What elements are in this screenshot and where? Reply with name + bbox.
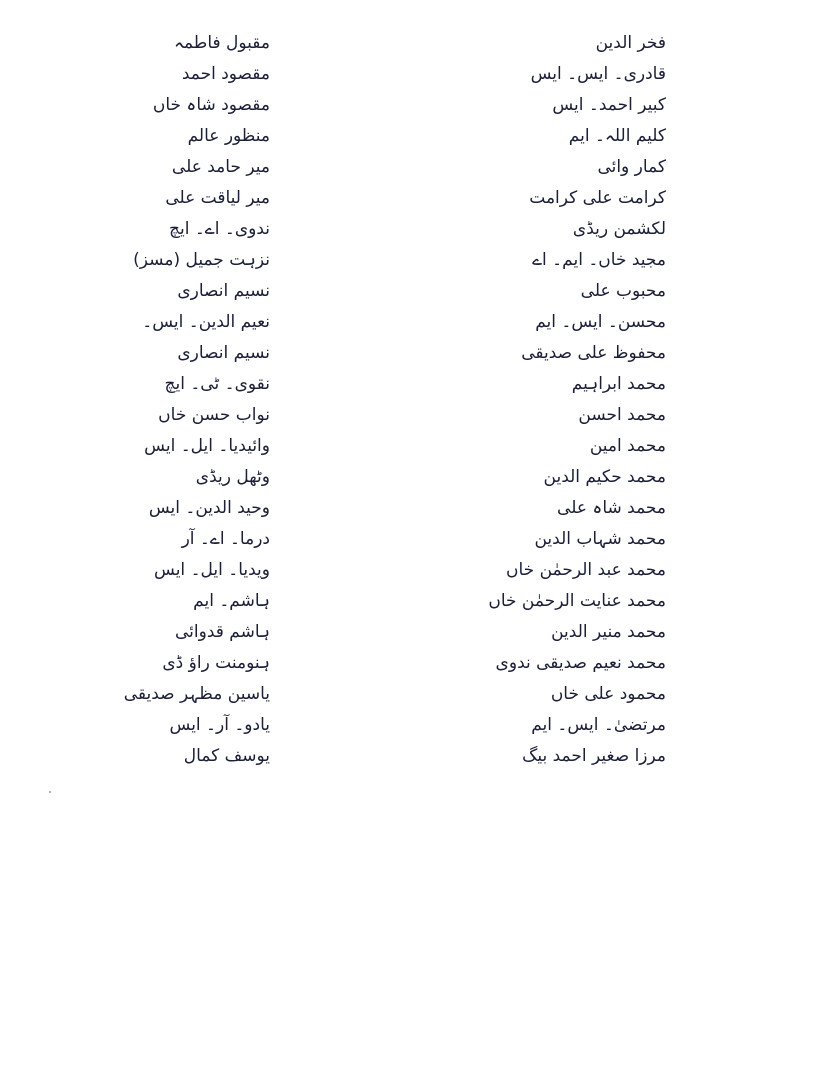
- name-entry: محمد شاہ علی: [557, 498, 666, 518]
- name-entry: محمود علی خاں: [550, 684, 666, 704]
- name-entry: مقبول فاطمہ: [174, 33, 270, 53]
- name-entry: نزہت جمیل (مسز): [133, 250, 270, 270]
- name-entry: ہنومنت راؤ ڈی: [162, 653, 270, 673]
- name-entry: مقصود احمد: [181, 64, 270, 84]
- name-entry: کرامت علی کرامت: [529, 188, 666, 208]
- name-entry: مرزا صغیر احمد بیگ: [522, 746, 666, 766]
- name-entry: محمد احسن: [578, 405, 666, 425]
- name-entry: محمد عنایت الرحمٰن خاں: [488, 591, 666, 611]
- name-entry: نقوی۔ ٹی۔ ایچ: [164, 374, 270, 394]
- name-entry: منظور عالم: [187, 126, 270, 146]
- name-entry: محمد منیر الدین: [551, 622, 666, 642]
- name-entry: محمد نعیم صدیقی ندوی: [495, 653, 666, 673]
- name-entry: یاسین مظہر صدیقی: [123, 684, 270, 704]
- name-entry: کمار وائی: [597, 157, 666, 177]
- name-entry: کلیم اللہ۔ ایم: [568, 126, 666, 146]
- name-entry: ہاشم قدوائی: [175, 622, 270, 642]
- name-entry: میر حامد علی: [171, 157, 270, 177]
- name-entry: فخر الدین: [595, 33, 666, 53]
- name-entry: مرتضیٰ۔ ایس۔ ایم: [531, 715, 666, 735]
- name-entry: نسیم انصاری: [177, 343, 270, 363]
- name-entry: محسن۔ ایس۔ ایم: [535, 312, 666, 332]
- name-entry: محمد عبد الرحمٰن خاں: [506, 560, 666, 580]
- name-entry: قادری۔ ایس۔ ایس: [530, 64, 666, 84]
- name-entry: مقصود شاہ خاں: [152, 95, 270, 115]
- name-entry: نواب حسن خاں: [158, 405, 270, 425]
- name-entry: درما۔ اے۔ آر: [181, 529, 270, 549]
- name-entry: مجید خاں۔ ایم۔ اے: [532, 250, 666, 270]
- name-entry: محبوب علی: [580, 281, 666, 301]
- name-entry: محمد شہاب الدین: [534, 529, 666, 549]
- name-entry: وحید الدین۔ ایس: [148, 498, 270, 518]
- name-entry: یوسف کمال: [183, 746, 270, 766]
- name-entry: یادو۔ آر۔ ایس: [169, 715, 270, 735]
- name-entry: وٹھل ریڈی: [195, 467, 270, 487]
- name-entry: محمد امین: [589, 436, 666, 456]
- name-entry: کبیر احمد۔ ایس: [552, 95, 666, 115]
- name-entry: ہاشم۔ ایم: [193, 591, 270, 611]
- name-entry: محمد ابراہیم: [571, 374, 666, 394]
- name-entry: محفوظ علی صدیقی: [521, 343, 666, 363]
- name-entry: محمد حکیم الدین: [543, 467, 666, 487]
- name-entry: ندوی۔ اے۔ ایچ: [168, 219, 270, 239]
- name-entry: نسیم انصاری: [177, 281, 270, 301]
- scan-speck: [49, 791, 51, 793]
- name-entry: میر لیاقت علی: [165, 188, 270, 208]
- name-list-right: [396, 28, 666, 772]
- name-entry: لکشمن ریڈی: [572, 219, 666, 239]
- name-entry: ویدیا۔ ایل۔ ایس: [154, 560, 270, 580]
- name-entry: نعیم الدین۔ ایس۔: [142, 312, 270, 332]
- name-list-left: [10, 28, 270, 772]
- name-entry: وائیدیا۔ ایل۔ ایس: [144, 436, 270, 456]
